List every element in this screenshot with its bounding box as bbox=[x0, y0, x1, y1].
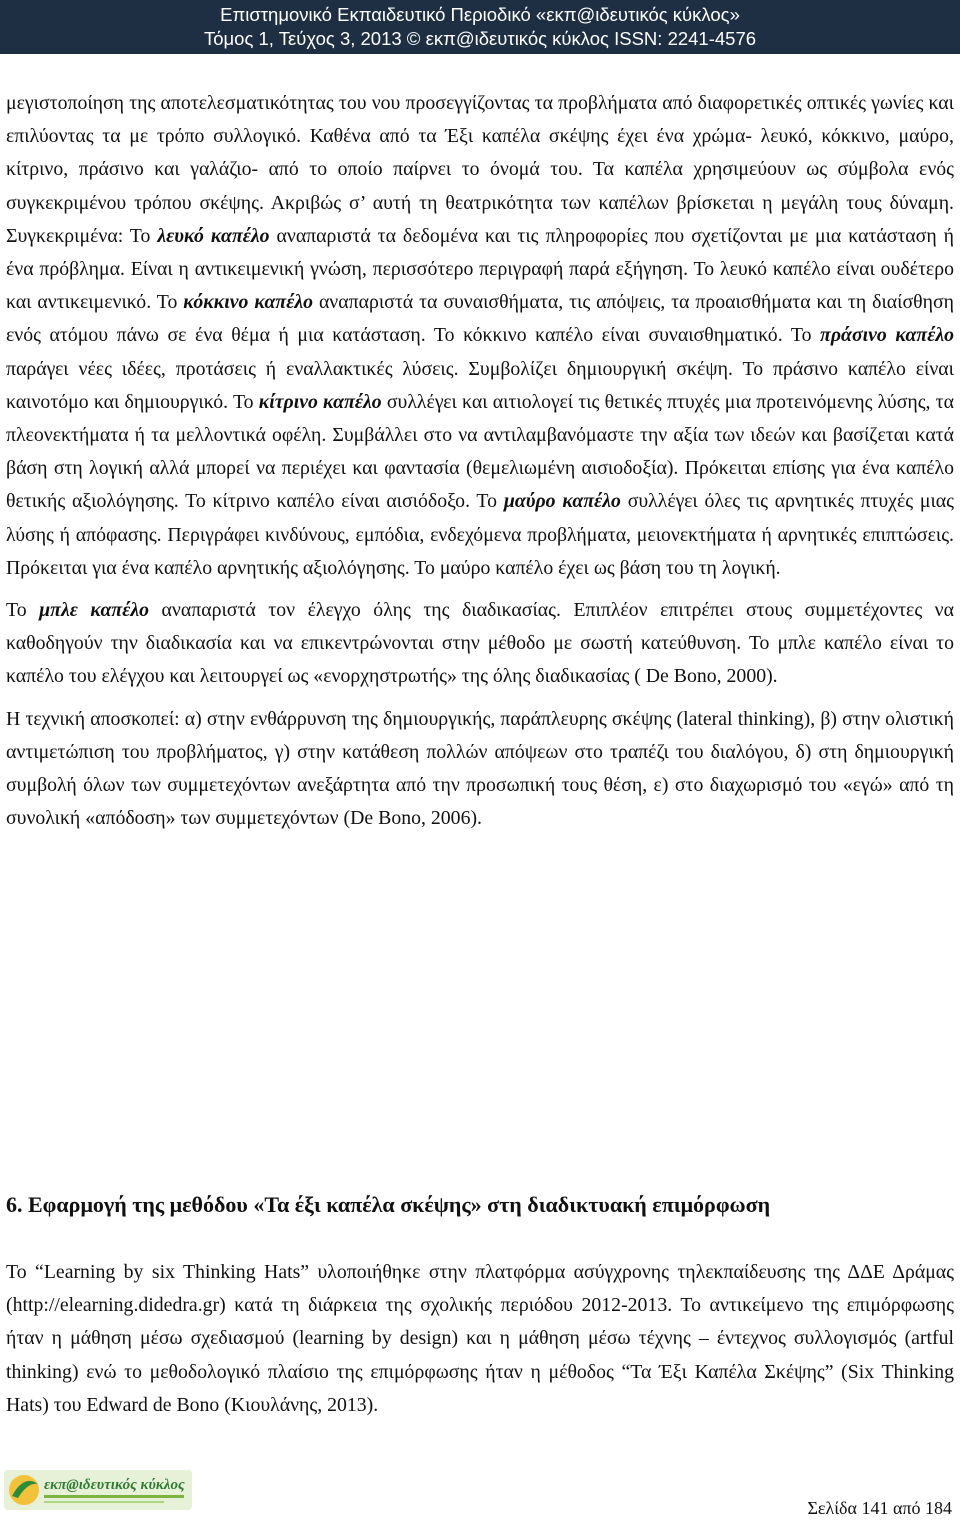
journal-logo-graphic bbox=[4, 1470, 192, 1510]
text-run: Η τεχνική αποσκοπεί: α) στην ενθάρρυνση της δημιουργικής, παράπλευρης σκέψης (lateral thinking), β) στην ολιστική αντιμετώπιση του προβλήματος, γ) στην κατάθεση πολλών απόψεων στο τραπέζι του διαλόγου, δ) στη δημιουργική συμβολή όλων των συμμετεχόντων ανεξάρτητα από την προσωπική τους θέση, ε) στο διαχωρισμό του «εγώ» από τη συνολική «απόδοση» των συμμετεχόντων (De Bono, 2006). bbox=[6, 707, 954, 830]
journal-header bbox=[0, 0, 960, 54]
body-text bbox=[6, 87, 954, 835]
section-body-text bbox=[6, 1256, 954, 1422]
paragraph bbox=[6, 594, 954, 694]
section-heading: 6. Εφαρμογή της μεθόδου «Τα έξι καπέλα σκέψης» στη διαδικτυακή επιμόρφωση bbox=[6, 1192, 771, 1217]
emphasized-term: κίτρινο καπέλο bbox=[258, 390, 382, 413]
journal-issue-info: Τόμος 1, Τεύχος 3, 2013 © εκπ@ιδευτικός κύκλος ISSN: 2241-4576 bbox=[203, 28, 757, 49]
emphasized-term: πράσινο καπέλο bbox=[820, 324, 955, 347]
journal-title: Επιστημονικό Εκπαιδευτικό Περιοδικό «εκπ@ιδευτικός κύκλος» bbox=[220, 4, 740, 25]
emphasized-term: λευκό καπέλο bbox=[157, 224, 270, 247]
paragraph bbox=[6, 1256, 954, 1422]
emphasized-term: κόκκινο καπέλο bbox=[183, 291, 313, 314]
text-run: μεγιστοποίηση της αποτελεσματικότητας του νου προσεγγίζοντας τα προβλήματα από διαφορετικές οπτικές γωνίες και επιλύοντας τα με τρόπο συλλογικό. Καθένα από τα Έξι καπέλα σκέψης έχει ένα χρώμα- λευκό, κόκκινο, μαύρο, κίτρινο, πράσινο και γαλάζιο- από το οποίο παίρνει το όνομά του. Τα καπέλα χρησιμεύουν ως σύμβολα ενός συγκεκριμένου τρόπου σκέψης. Ακριβώς σ’ αυτή τη θεατρικότητα των καπέλων βρίσκεται η μεγάλη τους δύναμη. Συγκεκριμένα: Το bbox=[6, 92, 954, 247]
text-run: αναπαριστά τα δεδομένα και τις πληροφορίες που σχετίζονται με μια κατάσταση ή ένα πρόβλημα. Είναι η αντικειμενική γνώση, περισσότερο περιγραφή παρά εξήγηση. Το λευκό καπέλο είναι ουδέτερο και αντικειμενικό. Το bbox=[6, 224, 954, 314]
text-run: αναπαριστά τον έλεγχο όλης της διαδικασίας. Επιπλέον επιτρέπει στους συμμετέχοντες να καθοδηγούν την διαδικασία και να επικεντρώνονται στην μέθοδο με σωστή κατεύθυνση. Το μπλε καπέλο είναι το καπέλο του ελέγχου και λειτουργεί ως «ενορχηστρωτής» της όλης διαδικασίας ( De Bono, 2000). bbox=[6, 599, 954, 688]
paragraph bbox=[6, 703, 954, 836]
paragraph bbox=[6, 87, 954, 585]
emphasized-term: μαύρο καπέλο bbox=[503, 490, 621, 513]
text-run: Το bbox=[6, 599, 40, 622]
text-run: συλλέγει όλες τις αρνητικές πτυχές μιας λύσης ή απόφασης. Περιγράφει κινδύνους, εμπόδια, ενδεχόμενα προβλήματα, μειονεκτήματα ή αρνητικές επιπτώσεις. Πρόκειται για ένα καπέλο αρνητικής αξιολόγησης. Το μαύρο καπέλο έχει ως βάση του τη λογική. bbox=[6, 490, 954, 579]
journal-logo bbox=[4, 1470, 192, 1510]
page-number: Σελίδα 141 από 184 bbox=[807, 1498, 952, 1518]
text-run: Το “Learning by six Thinking Hats” υλοποιήθηκε στην πλατφόρμα ασύγχρονης τηλεκπαίδευσης της ΔΔΕ Δράμας (http://elearning.didedra.gr) κατά τη διάρκεια της σχολικής περιόδου 2012-2013. Το αντικείμενο της επιμόρφωσης ήταν η μάθηση μέσω σχεδιασμού (learning by design) και η μάθηση μέσω τέχνης – έντεχνος συλλογισμός (artful thinking) ενώ το μεθοδολογικό πλαίσιο της επιμόρφωσης ήταν η μέθοδος “Τα Έξι Καπέλα Σκέψης” (Six Thinking Hats) του Edward de Bono (Κιουλάνης, 2013). bbox=[6, 1261, 954, 1416]
logo-wordmark: εκπ@ιδευτικός κύκλος bbox=[44, 1477, 185, 1493]
emphasized-term: μπλε καπέλο bbox=[39, 599, 150, 622]
text-run: αναπαριστά τα συναισθήματα, τις απόψεις, τα προαισθήματα και τη διαίσθηση ενός ατόμου πάνω σε ένα θέμα ή μια κατάσταση. Το κόκκινο καπέλο είναι συναισθηματικό. Το bbox=[6, 291, 954, 347]
text-run: συλλέγει και αιτιολογεί τις θετικές πτυχές μια προτεινόμενης λύσης, τα πλεονεκτήματα ή τα μελλοντικά οφέλη. Συμβάλλει στο να αντιλαμβανόμαστε την αξία των ιδεών και βασίζεται κατά βάση στη λογική αλλά μπορεί να περιέχει και φαντασία (θεμελιωμένη αισιοδοξία). Πρόκειται επίσης για ένα καπέλο θετικής αξιολόγησης. Το κίτρινο καπέλο είναι αισιόδοξο. Το bbox=[6, 390, 954, 513]
text-run: παράγει νέες ιδέες, προτάσεις ή εναλλακτικές λύσεις. Συμβολίζει δημιουργική σκέψη. Το πράσινο καπέλο είναι καινοτόμο και δημιουργικό. Το bbox=[6, 357, 954, 413]
